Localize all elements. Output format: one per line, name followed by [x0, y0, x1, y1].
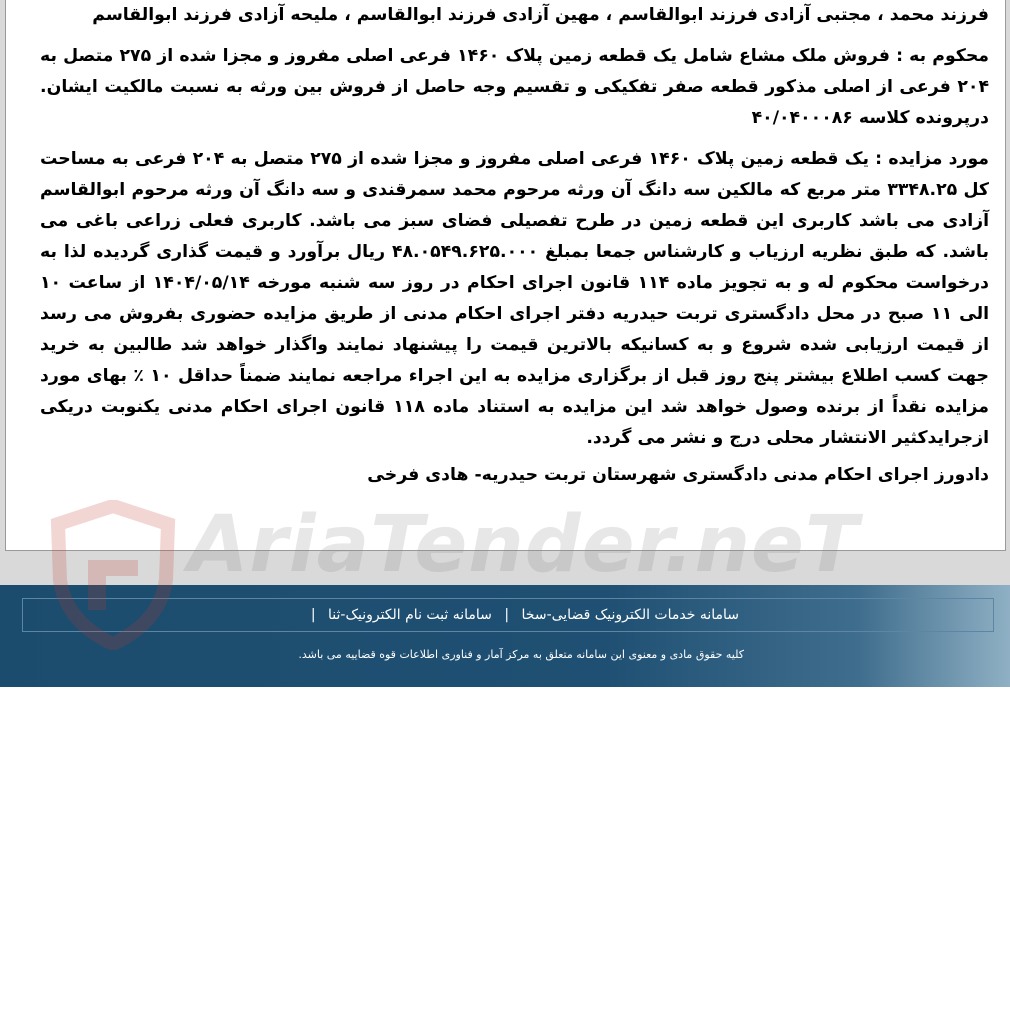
site-footer	[0, 585, 1010, 687]
verdict-paragraph: محکوم به : فروش ملک مشاع شامل یک قطعه زمین پلاک ۱۴۶۰ فرعی اصلی مفروز و مجزا شده از ۲۷۵ متصل به ۲۰۴ فرعی از اصلی مذکور قطعه صفر تفکیکی و تقسیم وجه حاصل از فروش بین ورثه به نسبت مالکیت ایشان. درپرونده کلاسه ۴۰/۰۴۰۰۰۸۶	[40, 46, 989, 128]
sana-link[interactable]: سامانه ثبت نام الکترونیک-ثنا	[328, 607, 492, 623]
footer-links-bar	[22, 598, 994, 632]
document-text	[40, 0, 989, 491]
link-separator-end: |	[310, 607, 316, 623]
auction-paragraph: مورد مزایده : یک قطعه زمین پلاک ۱۴۶۰ فرعی اصلی مفروز و مجزا شده از ۲۷۵ متصل به ۲۰۴ فرعی به مساحت کل ۳۳۴۸.۲۵ متر مربع که مالکین سه دانگ آن ورثه مرحوم محمد سمرقندی و سه دانگ آن ورثه مرحوم ابوالقاسم آزادی می باشد کاربری این قطعه زمین در طرح تفصیلی فضای سبز می باشد. کاربری فعلی زراعی باغی می باشد. که طبق نظریه ارزیاب و کارشناس جمعا بمبلغ ۴۸.۰۵۴۹.۶۲۵.۰۰۰ ریال برآورد و قیمت گذاری گردیده لذا به درخواست محکوم له و به تجویز ماده ۱۱۴ قانون اجرای احکام در روز سه شنبه مورخه ۱۴۰۴/۰۵/۱۴ از ساعت ۱۰ الی ۱۱ صبح در محل دادگستری تربت حیدریه دفتر اجرای احکام مدنی از طریق مزایده حضوری بفروش می رسد از قیمت ارزیابی شده شروع و به کسانیکه بالاترین قیمت را پیشنهاد نمایند واگذار خواهد شد طالبین به خرید جهت کسب اطلاع بیشتر پنج روز قبل از برگزاری مزایده به این اجراء مراجعه نمایند ضمناً حداقل ۱۰ ٪ بهای مورد مزایده نقداً از برنده وصول خواهد شد این مزایده به استناد ماده ۱۱۸ قانون اجرای احکام مدنی یکنوبت دریکی ازجرایدکثیر الانتشار محلی درج و نشر می گردد.	[40, 149, 989, 448]
signature-line: دادورز اجرای احکام مدنی دادگستری شهرستان تربت حیدریه- هادی فرخی	[367, 465, 989, 485]
watermark-text: AriaTender.neT	[188, 500, 860, 590]
document-panel	[5, 0, 1006, 551]
copyright-text: کلیه حقوق مادی و معنوی این سامانه متعلق به مرکز آمار و فناوری اطلاعات قوه قضاییه می باشد.	[298, 648, 744, 661]
sakha-link[interactable]: سامانه خدمات الکترونیک قضایی-سخا	[521, 607, 739, 623]
link-separator: |	[504, 607, 510, 623]
heirs-line: فرزند محمد ، مجتبی آزادی فرزند ابوالقاسم ، مهین آزادی فرزند ابوالقاسم ، ملیحه آزادی فرزند ابوالقاسم	[92, 5, 989, 25]
